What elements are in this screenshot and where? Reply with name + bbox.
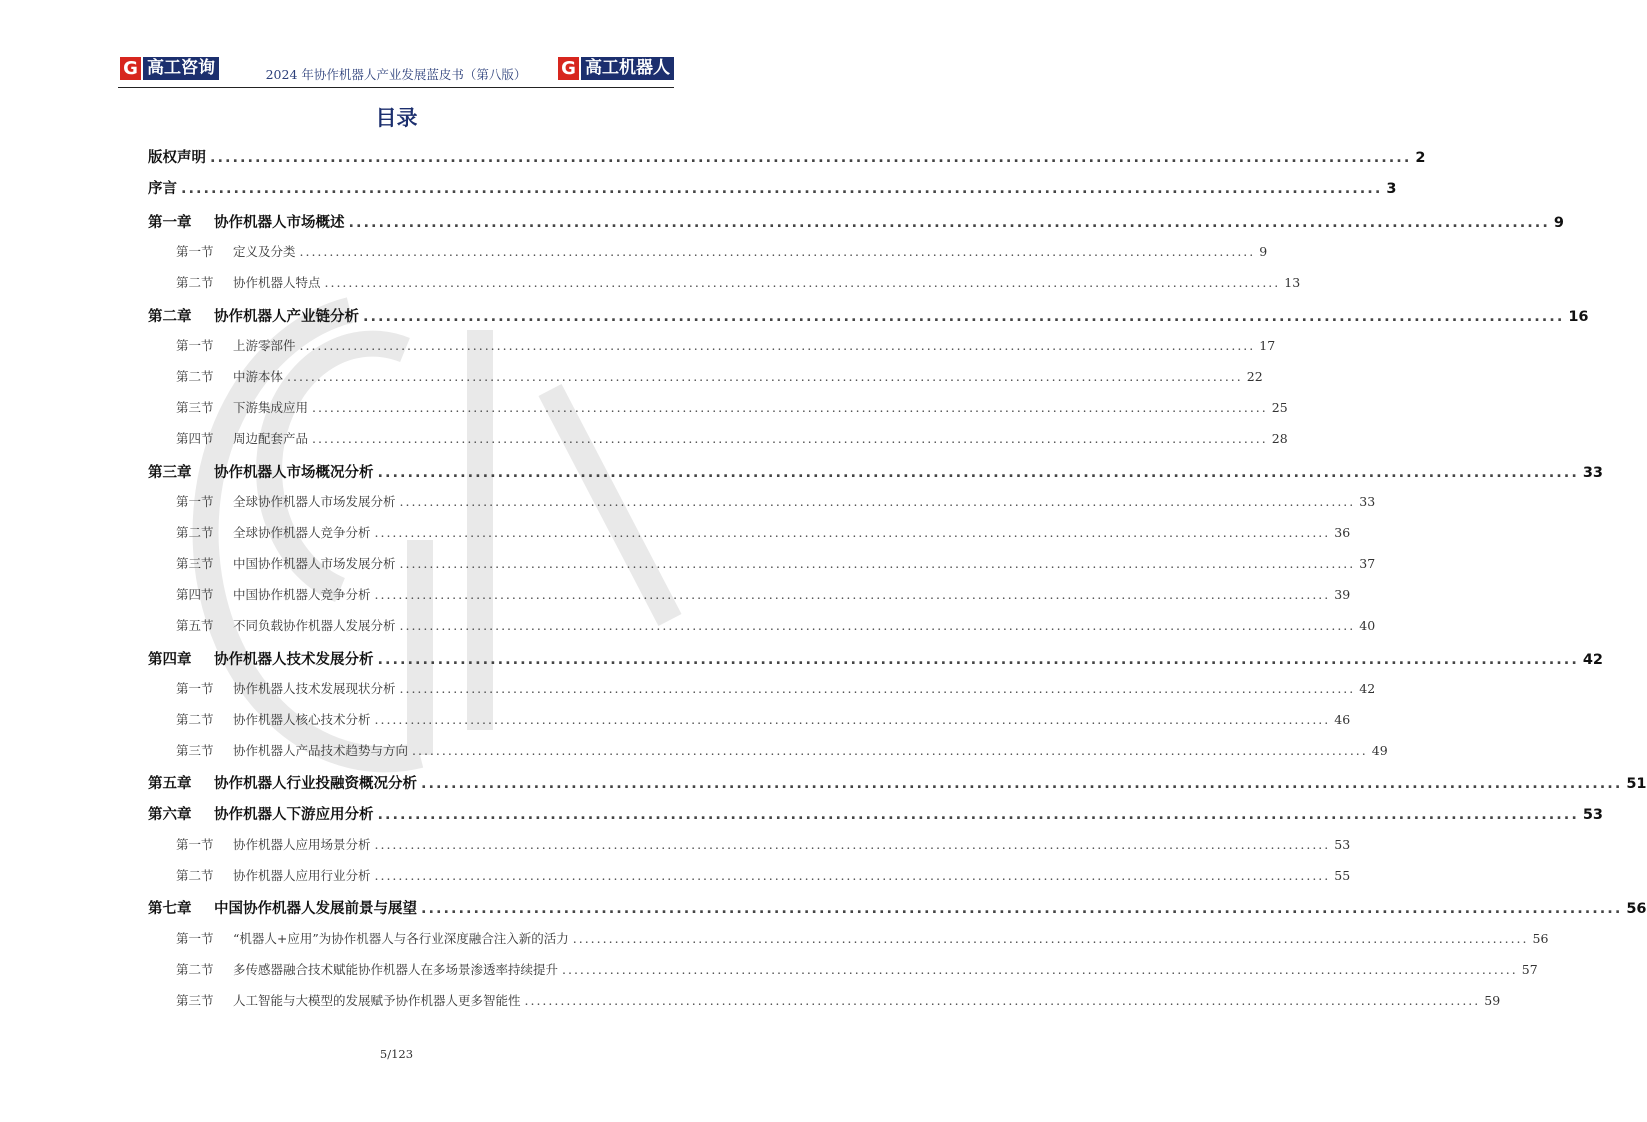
- toc-entry-number: 第三节: [176, 993, 214, 1008]
- toc-entry-number: 第三章: [148, 465, 192, 481]
- toc-entry-page: 56: [1626, 901, 1647, 917]
- dot-leader: ................................................................................................................................................................: [377, 465, 1579, 481]
- toc-entry-number: 第一章: [148, 215, 192, 231]
- toc-entry-page: 33: [1359, 494, 1376, 509]
- dot-leader: ................................................................................................................................................................: [399, 681, 1356, 696]
- dot-leader: ................................................................................................................................................................: [412, 743, 1368, 758]
- dot-leader: ................................................................................................................................................................: [324, 275, 1281, 290]
- toc-entry-number: 第四节: [176, 587, 214, 602]
- toc-entry-page: 17: [1259, 338, 1276, 353]
- toc-entry-page: 39: [1334, 587, 1351, 602]
- toc-entry-title: 中游本体: [233, 369, 284, 384]
- dot-leader: ................................................................................................................................................................: [287, 369, 1243, 384]
- toc-section-entry[interactable]: [148, 523, 1351, 541]
- toc-entry-title: 版权声明: [148, 150, 206, 166]
- toc-entry-title: 全球协作机器人竞争分析: [233, 525, 371, 540]
- toc-entry-number: 第一节: [176, 837, 214, 852]
- toc-entry-page: 49: [1371, 743, 1388, 758]
- logo-mark: G: [120, 57, 141, 80]
- toc-entry-title: 协作机器人行业投融资概况分析: [214, 776, 417, 792]
- toc-entry-title: 定义及分类: [233, 244, 296, 259]
- toc-entry-number: 第四节: [176, 431, 214, 446]
- toc-title: 目录: [375, 106, 418, 130]
- toc-entry-title: 中国协作机器人竞争分析: [233, 587, 371, 602]
- toc-entry-title: 中国协作机器人市场发展分析: [233, 556, 396, 571]
- dot-leader: ................................................................................................................................................................: [524, 993, 1481, 1008]
- toc-section-entry[interactable]: [148, 960, 1538, 978]
- toc-entry-page: 57: [1521, 962, 1538, 977]
- toc-section-entry[interactable]: [148, 242, 1268, 260]
- dot-leader: ................................................................................................................................................................: [312, 431, 1268, 446]
- toc-entry-title: 协作机器人核心技术分析: [233, 712, 371, 727]
- toc-entry-page: 25: [1271, 400, 1288, 415]
- toc-entry-page: 51: [1626, 776, 1647, 792]
- toc-entry-number: 第五节: [176, 618, 214, 633]
- toc-entry-title: 协作机器人应用场景分析: [233, 837, 371, 852]
- toc-section-entry[interactable]: [148, 429, 1288, 447]
- toc-entry-title: 协作机器人下游应用分析: [214, 807, 374, 823]
- toc-entry-page: 22: [1246, 369, 1263, 384]
- toc-section-entry[interactable]: [148, 585, 1351, 603]
- toc-entry-number: 第三节: [176, 743, 214, 758]
- page-number: 5/123: [379, 1047, 414, 1061]
- toc-entry-title: 协作机器人产品技术趋势与方向: [233, 743, 409, 758]
- toc-entry-number: 第五章: [148, 776, 192, 792]
- toc-entry-number: 第一节: [176, 681, 214, 696]
- toc-section-entry[interactable]: [148, 616, 1376, 634]
- toc-section-entry[interactable]: [148, 741, 1388, 759]
- toc-section-entry[interactable]: [148, 336, 1276, 354]
- toc-entry-page: 3: [1386, 181, 1397, 197]
- dot-leader: ................................................................................................................................................................: [374, 837, 1331, 852]
- toc-section-entry[interactable]: [148, 554, 1376, 572]
- toc-entry-page: 59: [1484, 993, 1501, 1008]
- toc-section-entry[interactable]: [148, 367, 1263, 385]
- toc-entry-number: 第一节: [176, 494, 214, 509]
- toc-chapter-entry[interactable]: [148, 803, 1604, 824]
- toc-entry-number: 第二节: [176, 868, 214, 883]
- toc-entry-number: 第二节: [176, 275, 214, 290]
- toc-entry-title: “机器人+应用”为协作机器人与各行业深度融合注入新的活力: [233, 931, 569, 946]
- toc-section-entry[interactable]: [148, 866, 1351, 884]
- dot-leader: ................................................................................................................................................................: [377, 807, 1579, 823]
- toc-entry-title: 协作机器人技术发展分析: [214, 652, 374, 668]
- toc-entry-title: 协作机器人市场概述: [214, 215, 345, 231]
- logo-mark: G: [558, 57, 579, 80]
- toc-entry-title: 周边配套产品: [233, 431, 309, 446]
- toc-entry-title: 协作机器人产业链分析: [214, 309, 359, 325]
- toc-chapter-entry[interactable]: [148, 772, 1647, 793]
- toc-chapter-entry[interactable]: [148, 461, 1604, 482]
- toc-entry-page: 53: [1582, 807, 1604, 823]
- toc-section-entry[interactable]: [148, 929, 1549, 947]
- toc-entry-title: 中国协作机器人发展前景与展望: [214, 901, 417, 917]
- logo-text: 高工咨询: [143, 57, 219, 80]
- dot-leader: ................................................................................................................................................................: [374, 587, 1331, 602]
- toc-entry-title: 下游集成应用: [233, 400, 309, 415]
- logo-text: 高工机器人: [581, 57, 674, 80]
- toc-entry-number: 第一节: [176, 931, 214, 946]
- dot-leader: ................................................................................................................................................................: [210, 150, 1412, 166]
- toc-chapter-entry[interactable]: [148, 897, 1647, 918]
- dot-leader: ................................................................................................................................................................: [348, 215, 1550, 231]
- toc-entry-number: 第一节: [176, 244, 214, 259]
- toc-entry-page: 9: [1553, 215, 1564, 231]
- toc-entry-page: 46: [1334, 712, 1351, 727]
- toc-entry-page: 42: [1582, 652, 1604, 668]
- toc-entry-page: 55: [1334, 868, 1351, 883]
- toc-entry-page: 2: [1415, 150, 1426, 166]
- toc-section-entry[interactable]: [148, 835, 1351, 853]
- toc-entry-title: 协作机器人技术发展现状分析: [233, 681, 396, 696]
- toc-entry-title: 不同负载协作机器人发展分析: [233, 618, 396, 633]
- toc-entry-number: 第二节: [176, 712, 214, 727]
- toc-entry-title: 协作机器人市场概况分析: [214, 465, 374, 481]
- toc-entry-number: 第二章: [148, 309, 192, 325]
- toc-section-entry[interactable]: [148, 273, 1301, 291]
- toc-entry-page: 13: [1284, 275, 1301, 290]
- toc-chapter-entry[interactable]: [148, 648, 1604, 669]
- toc-entry-page: 9: [1259, 244, 1268, 259]
- toc-chapter-entry[interactable]: [148, 211, 1564, 232]
- dot-leader: ................................................................................................................................................................: [363, 309, 1565, 325]
- gaogong-robot-logo: [558, 55, 674, 82]
- toc-entry-page: 37: [1359, 556, 1376, 571]
- dot-leader: ................................................................................................................................................................: [374, 525, 1331, 540]
- toc-entry-title: 全球协作机器人市场发展分析: [233, 494, 396, 509]
- toc-entry-title: 序言: [148, 181, 177, 197]
- toc-entry-number: 第二节: [176, 369, 214, 384]
- toc-entry-number: 第四章: [148, 652, 192, 668]
- toc-entry-page: 33: [1582, 465, 1604, 481]
- toc-entry-title: 上游零部件: [233, 338, 296, 353]
- dot-leader: ................................................................................................................................................................: [399, 618, 1356, 633]
- toc-entry-number: 第二节: [176, 525, 214, 540]
- toc-entry-number: 第三节: [176, 556, 214, 571]
- dot-leader: ................................................................................................................................................................: [374, 868, 1331, 883]
- toc-section-entry[interactable]: [148, 398, 1288, 416]
- toc-chapter-entry[interactable]: [148, 305, 1589, 326]
- dot-leader: ................................................................................................................................................................: [312, 400, 1268, 415]
- dot-leader: ................................................................................................................................................................: [399, 494, 1356, 509]
- toc-section-entry[interactable]: [148, 991, 1501, 1009]
- toc-chapter-entry[interactable]: [148, 146, 1426, 167]
- toc-entry-title: 协作机器人应用行业分析: [233, 868, 371, 883]
- toc-entry-page: 56: [1532, 931, 1549, 946]
- dot-leader: ................................................................................................................................................................: [374, 712, 1331, 727]
- toc-entry-page: 53: [1334, 837, 1351, 852]
- toc-section-entry[interactable]: [148, 492, 1376, 510]
- toc-entry-page: 36: [1334, 525, 1351, 540]
- toc-entry-number: 第一节: [176, 338, 214, 353]
- toc-entry-number: 第二节: [176, 962, 214, 977]
- dot-leader: ................................................................................................................................................................: [377, 652, 1579, 668]
- dot-leader: ................................................................................................................................................................: [421, 901, 1623, 917]
- document-title: 2024 年协作机器人产业发展蓝皮书（第八版）: [265, 67, 527, 82]
- dot-leader: ................................................................................................................................................................: [399, 556, 1356, 571]
- toc-entry-page: 16: [1568, 309, 1589, 325]
- toc-entry-title: 多传感器融合技术赋能协作机器人在多场景渗透率持续提升: [233, 962, 559, 977]
- dot-leader: ................................................................................................................................................................: [299, 338, 1256, 353]
- toc-entry-title: 协作机器人特点: [233, 275, 321, 290]
- toc-entry-number: 第三节: [176, 400, 214, 415]
- toc-chapter-entry[interactable]: [148, 177, 1397, 198]
- toc-entry-page: 42: [1359, 681, 1376, 696]
- toc-entry-page: 40: [1359, 618, 1376, 633]
- dot-leader: ................................................................................................................................................................: [562, 962, 1518, 977]
- dot-leader: ................................................................................................................................................................: [421, 776, 1623, 792]
- page-header: [118, 55, 674, 88]
- toc-entry-title: 人工智能与大模型的发展赋予协作机器人更多智能性: [233, 993, 521, 1008]
- toc-section-entry[interactable]: [148, 679, 1376, 697]
- toc-section-entry[interactable]: [148, 710, 1351, 728]
- toc-entry-page: 28: [1271, 431, 1288, 446]
- dot-leader: ................................................................................................................................................................: [181, 181, 1383, 197]
- toc-entry-number: 第七章: [148, 901, 192, 917]
- dot-leader: ................................................................................................................................................................: [299, 244, 1256, 259]
- dot-leader: ................................................................................................................................................................: [572, 931, 1529, 946]
- toc-entry-number: 第六章: [148, 807, 192, 823]
